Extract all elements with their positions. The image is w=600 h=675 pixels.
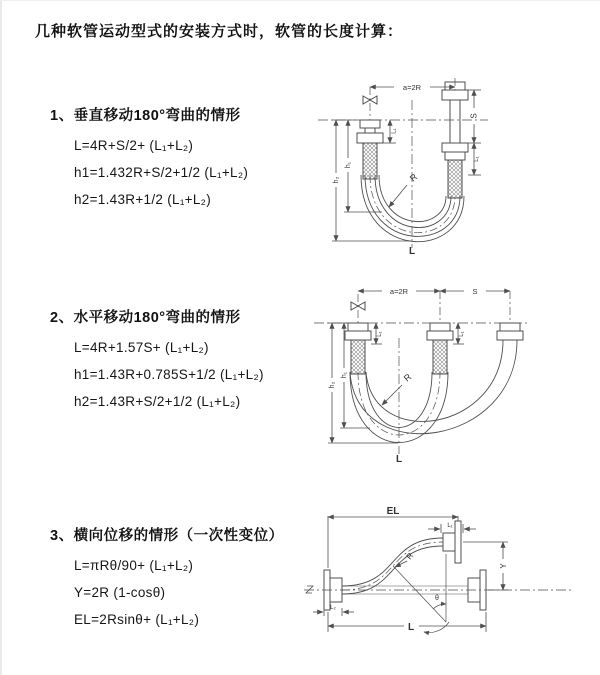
section-vertical-movement [50,104,320,213]
braided-hose-section [448,160,462,198]
valve-icon [351,302,365,310]
dim-l1-label: L₁ [391,128,398,134]
right-flange-fitting [442,82,468,198]
formula-line: L=πRθ/90+ (L₁+L₂) [74,558,194,573]
valve-icon [363,96,377,104]
section-lateral-displacement [50,524,320,633]
diagram-lateral-displacement [298,502,600,657]
dim-y-label: Y [499,563,508,569]
centerline-break-mark [306,586,313,593]
dim-el [328,516,458,568]
section-heading: 3、横向位移的情形（一次性变位） [50,528,284,544]
diagram-horizontal-180-bend [310,278,600,466]
dim-a-label: a=2R [389,287,409,296]
dim-l1-label: L₁ [377,331,383,337]
formula-list [50,552,320,633]
braided-hose-section [351,340,365,374]
hose-s-curve [342,538,443,594]
radius-label: R [407,171,420,184]
formula-line: h1=1.43R+0.785S+1/2 (L₁+L₂) [74,367,264,382]
length-label: L [407,622,415,633]
section-heading: 1、垂直移动180°弯曲的情形 [50,108,241,124]
formula-line: Y=2R (1-cosθ) [74,585,166,600]
formula-line: h1=1.432R+S/2+1/2 (L₁+L₂) [74,165,249,180]
length-label: L [395,454,403,465]
scan-edge [0,0,600,1]
left-flange-fitting [357,120,383,179]
radius-label: R [404,551,416,562]
section-heading: 2、水平移动180°弯曲的情形 [50,310,241,326]
middle-flange-fitting [427,323,453,374]
dim-h2-label: h₂ [329,381,336,389]
dim-h2-label: h₂ [333,176,340,184]
right-flange-fitting [497,323,523,340]
dim-l2-label: L₂ [330,605,336,611]
left-flange-fitting [345,323,371,374]
section-horizontal-movement [50,306,320,415]
dim-el-label: EL [386,506,400,517]
page-title: 几种软管运动型式的安装方式时，软管的长度计算： [35,23,404,40]
dim-s-label: S [469,113,479,119]
diagram-vertical-180-bend [310,70,600,258]
radius-label: R [401,371,414,384]
dim-l1-label: L₁ [459,331,465,337]
dim-h2 [332,120,410,241]
dim-l1-label: L₁ [447,523,453,529]
braided-hose-section [363,143,377,179]
dim-s-label: S [472,287,478,296]
dim-a-label: a=2R [402,83,422,92]
formula-line: h2=1.43R+S/2+1/2 (L₁+L₂) [74,394,241,409]
angle-construction [393,554,449,633]
formula-line: L=4R+1.57S+ (L₁+L₂) [74,340,209,355]
formula-list [50,334,320,415]
formula-line: L=4R+S/2+ (L₁+L₂) [74,138,194,153]
dim-h1-label: h₁ [345,161,352,169]
formula-line: h2=1.43R+1/2 (L₁+L₂) [74,192,212,207]
formula-line: EL=2Rsinθ+ (L₁+L₂) [74,612,200,627]
length-label: L [408,246,416,257]
angle-theta-label: θ [435,595,439,602]
dim-h1-label: h₁ [341,371,348,379]
scan-edge [0,0,2,675]
braided-hose-section [433,340,447,374]
radius-leader [389,185,407,207]
dim-l1-label: L₁ [474,156,480,162]
formula-list [50,132,320,213]
